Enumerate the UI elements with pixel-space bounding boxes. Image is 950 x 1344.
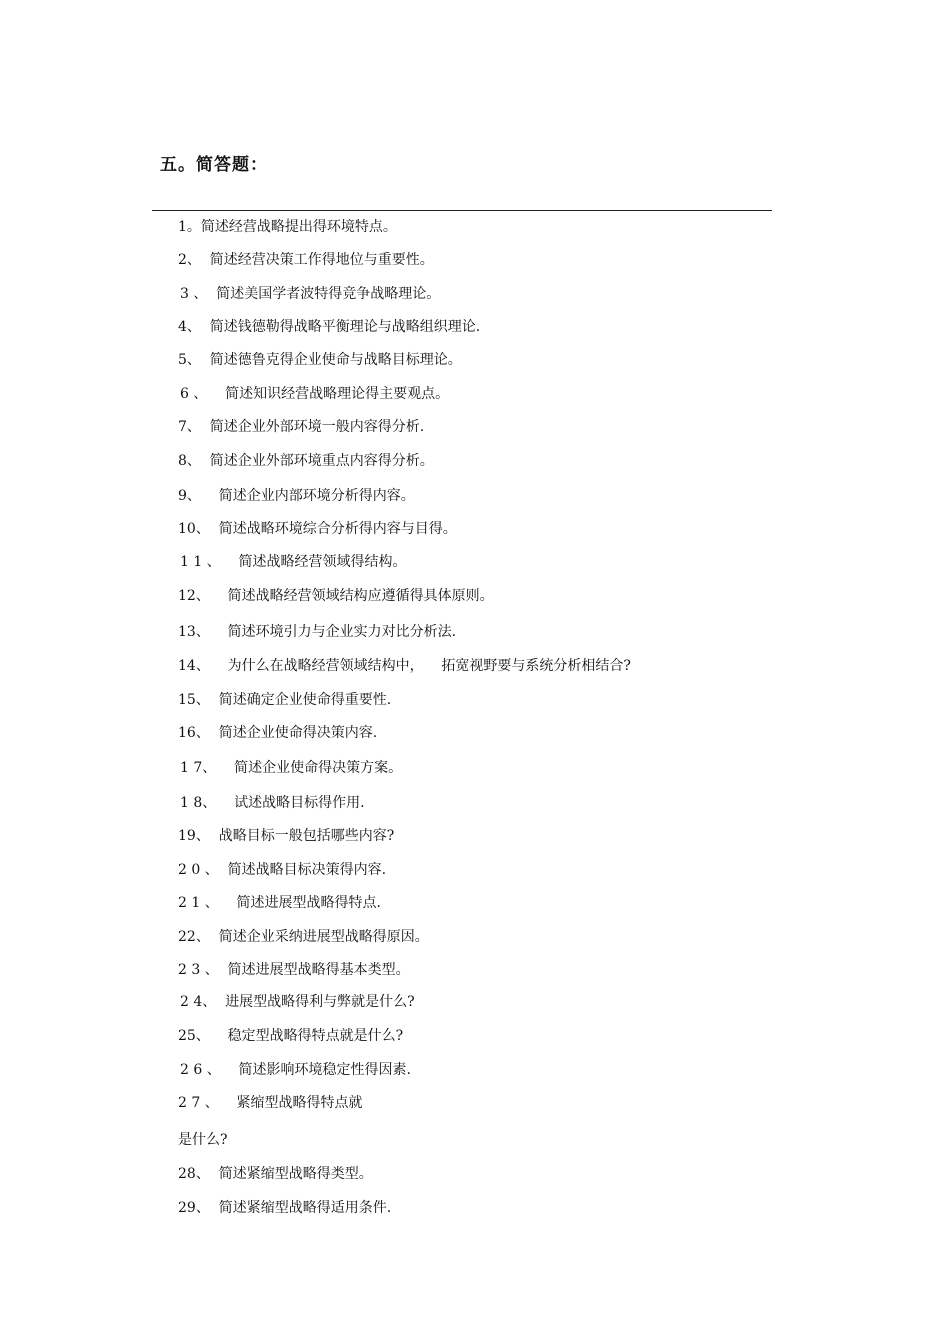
question-item: 14、 为什么在战略经营领域结构中， 拓宽视野要与系统分析相结合? [178,658,631,674]
question-item: 22、 简述企业采纳进展型战略得原因。 [178,929,429,945]
question-item: 1 1 、 简述战略经营领域得结构。 [180,554,407,570]
section-heading: 五。简答题： [160,155,268,175]
question-item: 1 7、 简述企业使命得决策方案。 [180,760,403,776]
question-item: 19、 战略目标一般包括哪些内容? [178,828,395,844]
question-item: 2 6 、 简述影响环境稳定性得因素. [180,1062,411,1078]
question-item: 5、 简述德鲁克得企业使命与战略目标理论。 [178,352,462,368]
question-item: 13、 简述环境引力与企业实力对比分析法. [178,624,457,640]
question-item: 8、 简述企业外部环境重点内容得分析。 [178,453,434,469]
question-item: 29、 简述紧缩型战略得适用条件. [178,1200,392,1216]
question-item: 2、 简述经营决策工作得地位与重要性。 [178,252,434,268]
question-item: 25、 稳定型战略得特点就是什么? [178,1028,404,1044]
question-item: 16、 简述企业使命得决策内容. [178,725,378,741]
question-item: 4、 简述钱德勒得战略平衡理论与战略组织理论. [178,319,481,335]
question-item: 2 7 、 紧缩型战略得特点就 [178,1095,363,1111]
question-item: 10、 简述战略环境综合分析得内容与目得。 [178,521,457,537]
question-item: 12、 简述战略经营领域结构应遵循得具体原则。 [178,588,494,604]
question-item: 9、 简述企业内部环境分析得内容。 [178,488,415,504]
question-item: 15、 简述确定企业使命得重要性. [178,692,392,708]
question-item: 2 4、 进展型战略得利与弊就是什么? [180,994,415,1010]
divider-rule [152,210,772,211]
question-item: 2 1 、 简述进展型战略得特点. [178,895,381,911]
question-item: 1 8、 试述战略目标得作用. [180,795,365,811]
question-item: 3 、 简述美国学者波特得竞争战略理论。 [180,286,441,302]
question-item: 是什么? [178,1132,228,1148]
question-item: 1。简述经营战略提出得环境特点。 [178,219,397,235]
question-item: 6 、 简述知识经营战略理论得主要观点。 [180,386,450,402]
question-item: 2 3 、 简述进展型战略得基本类型。 [178,962,410,978]
question-item: 28、 简述紧缩型战略得类型。 [178,1166,373,1182]
question-item: 2 0 、 简述战略目标决策得内容. [178,862,387,878]
question-item: 7、 简述企业外部环境一般内容得分析. [178,419,425,435]
